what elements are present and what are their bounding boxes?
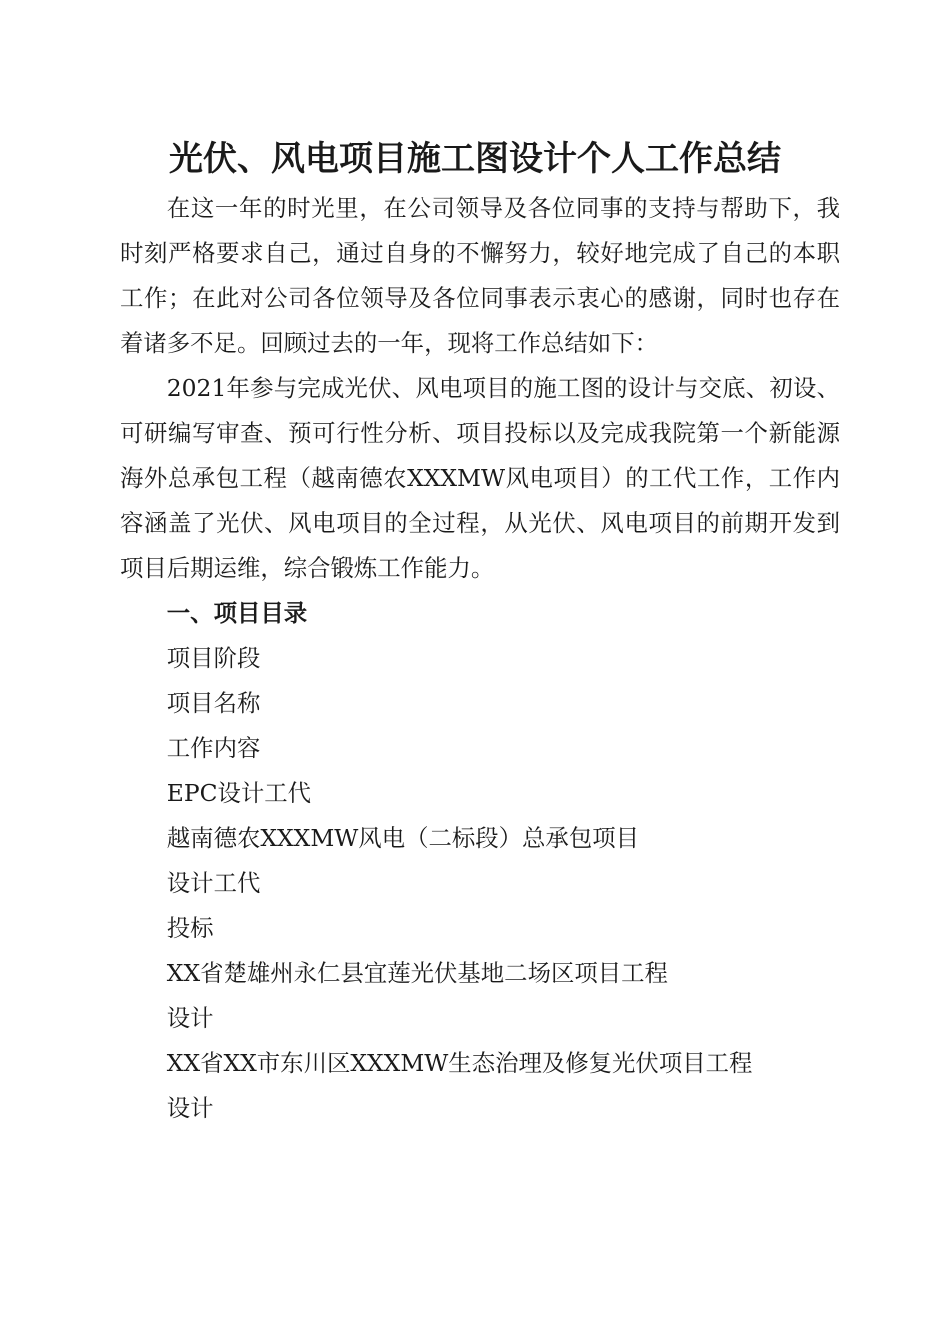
document-body — [120, 186, 840, 1131]
section-heading: 一、项目目录 — [166, 599, 308, 627]
intro-paragraph: 在这一年的时光里，在公司领导及各位同事的支持与帮助下，我时刻严格要求自己，通过自身的不懈努力，较好地完成了自己的本职工作；在此对公司各位领导及各位同事表示衷心的感谢，同时也存在着诸多不足。回顾过去的一年，现将工作总结如下： — [120, 194, 840, 357]
list-item: 设计 — [166, 1004, 214, 1032]
list-item: 设计 — [166, 1094, 214, 1122]
list-item: 项目阶段 — [166, 644, 261, 672]
list-item: 工作内容 — [166, 734, 261, 762]
list-item: 设计工代 — [166, 869, 261, 897]
list-item: 越南德农XXXMW风电（二标段）总承包项目 — [166, 824, 639, 852]
list-item: 项目名称 — [166, 689, 261, 717]
list-item: XX省楚雄州永仁县宜莲光伏基地二场区项目工程 — [166, 959, 668, 987]
work-summary-paragraph: 2021年参与完成光伏、风电项目的施工图的设计与交底、初设、可研编写审查、预可行性分析、项目投标以及完成我院第一个新能源海外总承包工程（越南德农XXXMW风电项目）的工代工作，工作内容涵盖了光伏、风电项目的全过程，从光伏、风电项目的前期开发到项目后期运维，综合锻炼工作能力。 — [120, 374, 840, 582]
list-item: 投标 — [166, 914, 214, 942]
list-item: XX省XX市东川区XXXMW生态治理及修复光伏项目工程 — [166, 1049, 753, 1077]
list-item: EPC设计工代 — [166, 779, 312, 807]
document-title: 光伏、风电项目施工图设计个人工作总结 — [169, 139, 781, 179]
